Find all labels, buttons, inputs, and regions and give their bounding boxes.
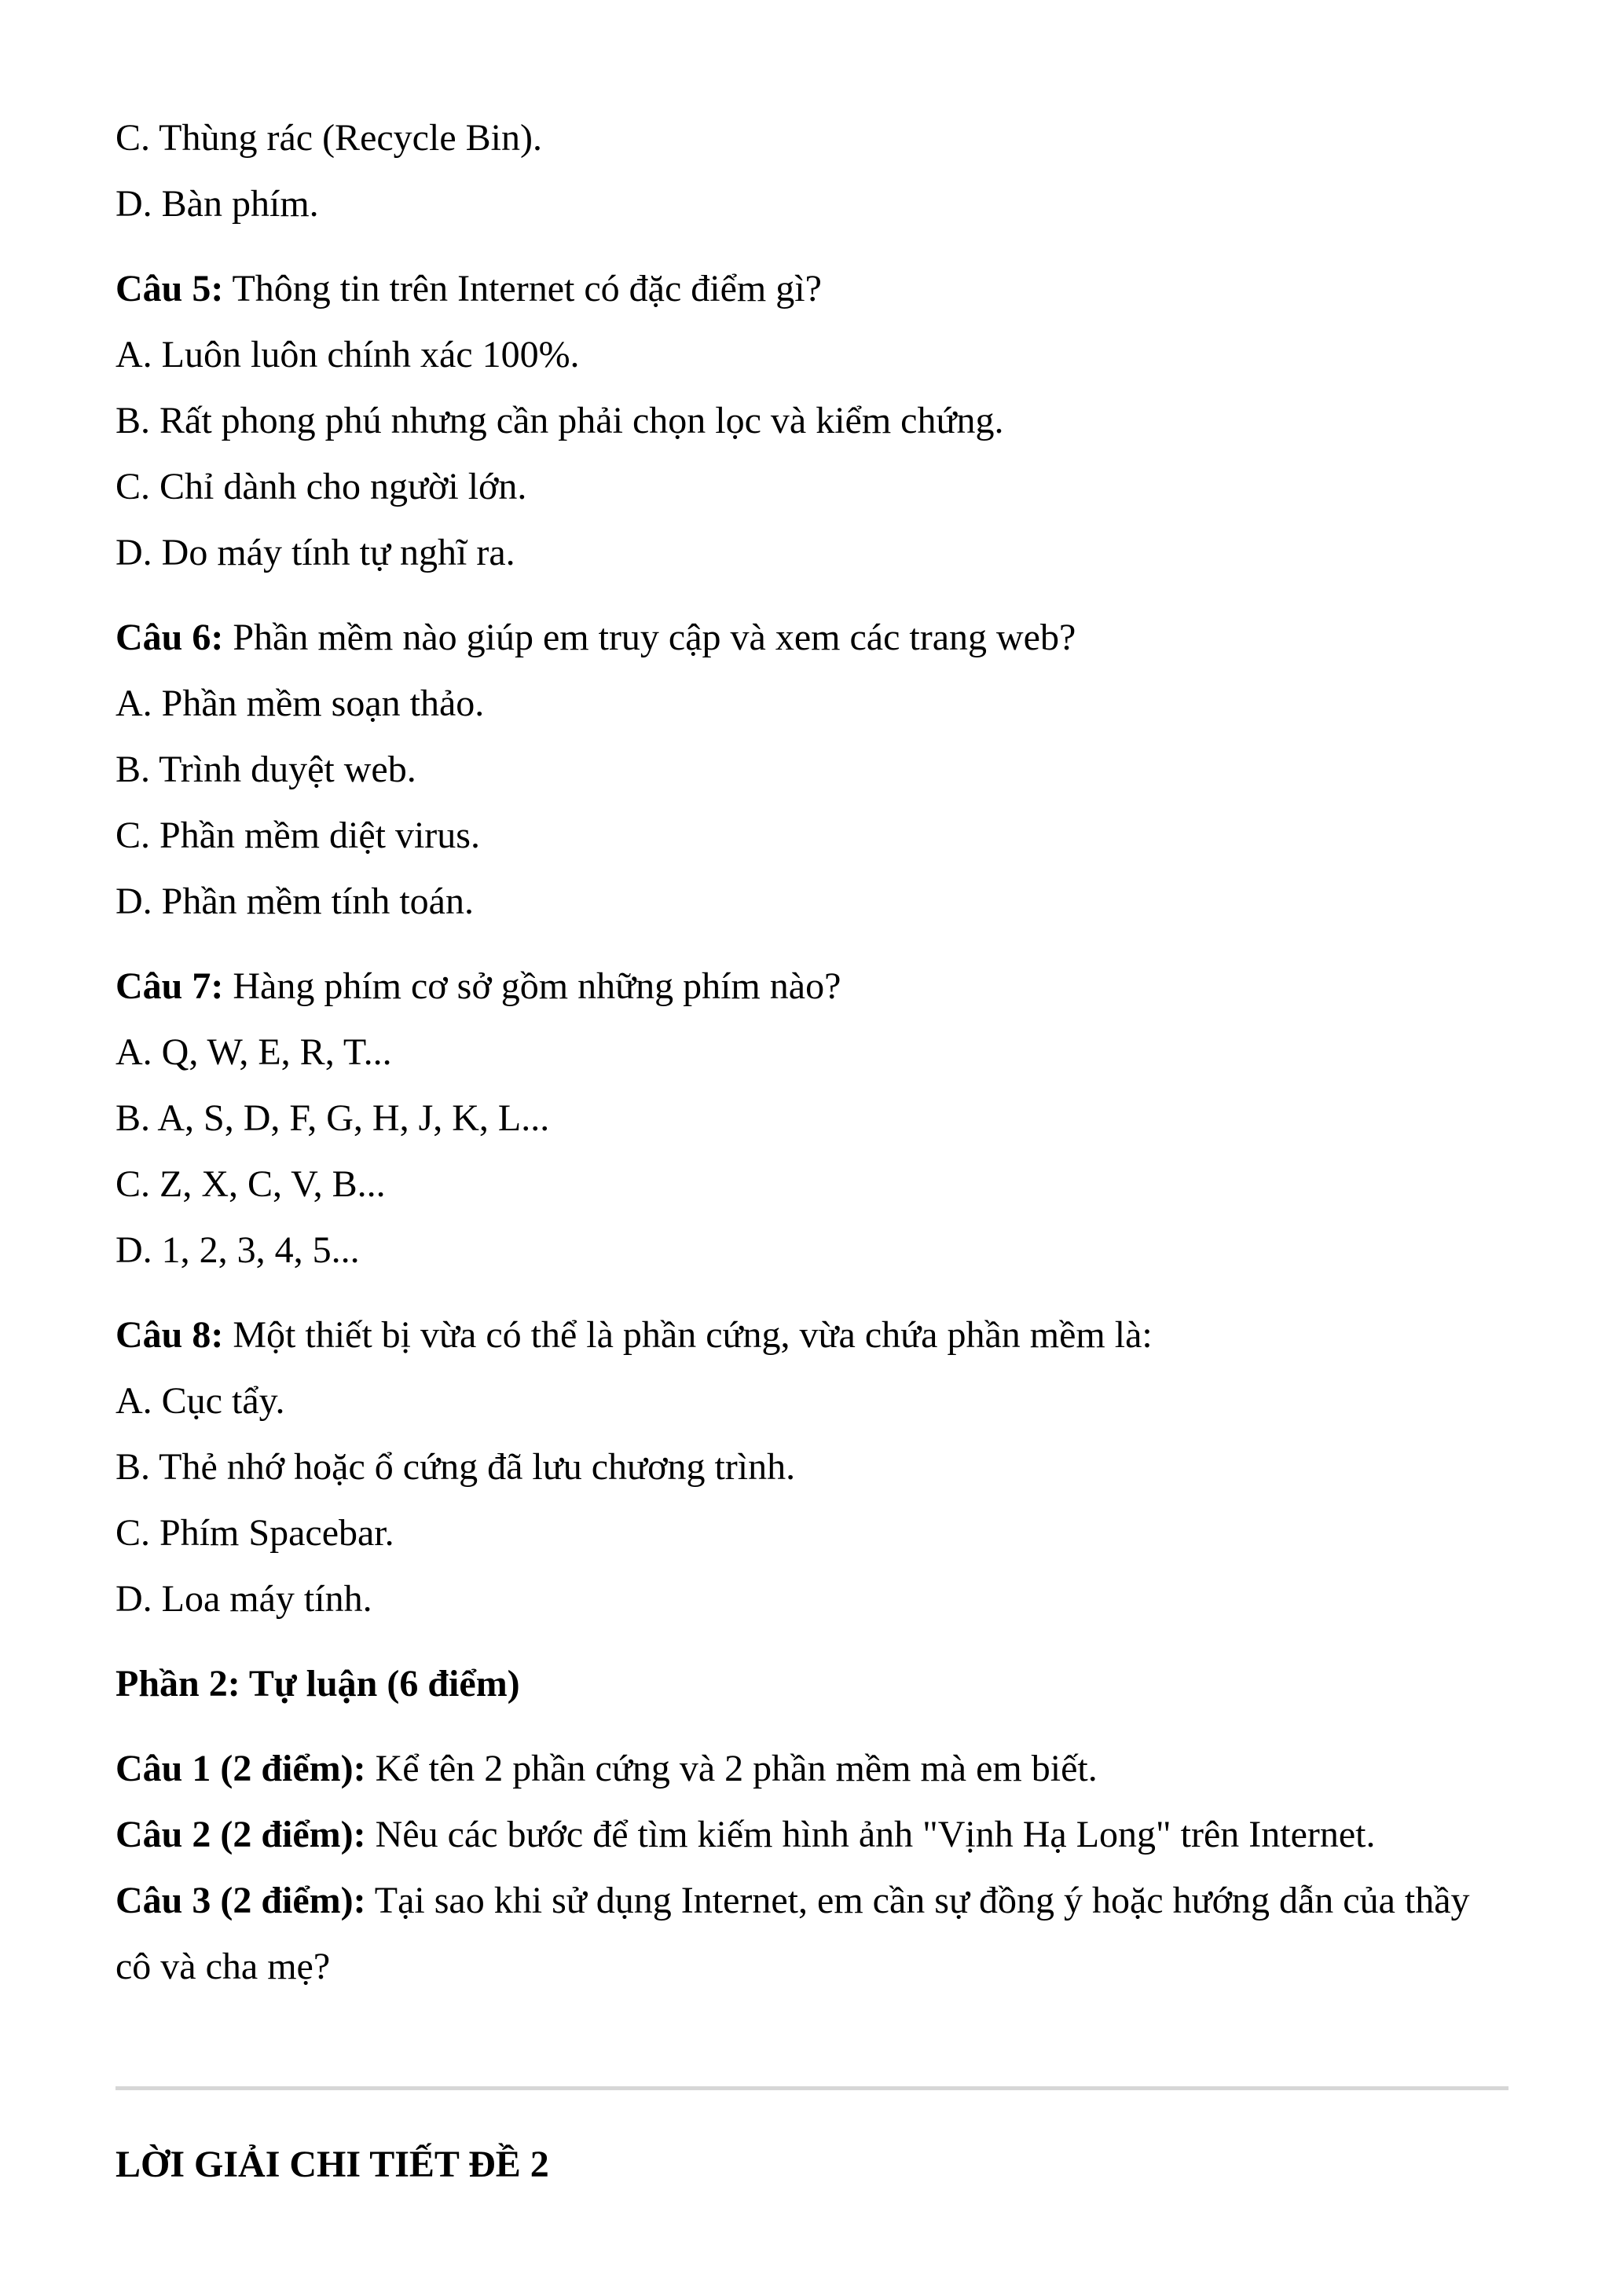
essay-item-cau2 [115,1802,1509,1868]
part2-section-heading: Phần 2: Tự luận (6 điểm) [115,1663,520,1705]
question-heading-cau6 [115,605,1509,671]
option-text: B. Thẻ nhớ hoặc ổ cứng đã lưu chương trình. [115,1446,796,1488]
answer-option-line [115,1566,1509,1632]
option-text: B. Rất phong phú nhưng cần phải chọn lọc và kiểm chứng. [115,400,1004,441]
carryover-option-line [115,105,1509,171]
option-text: D. 1, 2, 3, 4, 5... [115,1229,360,1271]
option-text: D. Do máy tính tự nghĩ ra. [115,532,515,573]
question-text: Thông tin trên Internet có đặc điểm gì? [232,268,822,309]
option-text: B. Trình duyệt web. [115,749,416,790]
option-text: B. A, S, D, F, G, H, J, K, L... [115,1097,550,1139]
option-text: C. Z, X, C, V, B... [115,1163,386,1205]
answer-option-line [115,1086,1509,1152]
essay-text: Nêu các bước để tìm kiếm hình ảnh "Vịnh Hạ Long" trên Internet. [375,1814,1376,1855]
essay-item-cau3 [115,1868,1509,2000]
answer-option-line [115,737,1509,803]
question-label: Câu 5: [115,268,224,309]
answer-option-line [115,1218,1509,1283]
answer-option-line [115,803,1509,869]
answer-option-line [115,1368,1509,1434]
question-text: Một thiết bị vừa có thể là phần cứng, vừa chứa phần mềm là: [233,1314,1153,1356]
option-text: C. Phần mềm diệt virus. [115,815,480,856]
option-text: C. Chỉ dành cho người lớn. [115,466,527,507]
essay-text: Kể tên 2 phần cứng và 2 phần mềm mà em biết. [375,1748,1098,1789]
answer-option-line [115,520,1509,586]
answer-option-line [115,1500,1509,1566]
answer-option-line [115,869,1509,935]
answer-option-line [115,671,1509,737]
essay-label: Câu 3 (2 điểm): [115,1880,366,1921]
question-label: Câu 8: [115,1314,224,1356]
answer-option-line [115,1152,1509,1218]
option-text: D. Loa máy tính. [115,1578,372,1620]
answer-option-line [115,454,1509,520]
option-text: D. Phần mềm tính toán. [115,881,474,922]
option-text: A. Luôn luôn chính xác 100%. [115,334,580,375]
answer-option-line [115,388,1509,454]
question-text: Hàng phím cơ sở gồm những phím nào? [233,965,841,1007]
essay-text: Tại sao khi sử dụng Internet, em cần sự đồng ý hoặc hướng dẫn của thầy cô và cha mẹ? [115,1880,1470,1987]
option-text: A. Cục tẩy. [115,1380,285,1422]
answer-option-line [115,1434,1509,1500]
question-heading-cau8 [115,1302,1509,1368]
essay-label: Câu 2 (2 điểm): [115,1814,366,1855]
question-text: Phần mềm nào giúp em truy cập và xem các trang web? [233,617,1076,658]
answer-option-line [115,322,1509,388]
option-text: A. Phần mềm soạn thảo. [115,683,485,724]
answer-option-line [115,1020,1509,1086]
option-text: C. Thùng rác (Recycle Bin). [115,117,542,159]
essay-item-cau1 [115,1736,1509,1802]
option-text: A. Q, W, E, R, T... [115,1031,392,1073]
solution-heading: LỜI GIẢI CHI TIẾT ĐỀ 2 [115,2144,549,2185]
question-label: Câu 6: [115,617,224,658]
option-text: C. Phím Spacebar. [115,1512,394,1554]
carryover-option-line [115,171,1509,237]
option-text: D. Bàn phím. [115,183,319,225]
question-label: Câu 7: [115,965,224,1007]
section-divider [115,2086,1509,2090]
question-heading-cau5 [115,256,1509,322]
question-heading-cau7 [115,954,1509,1020]
essay-label: Câu 1 (2 điểm): [115,1748,366,1789]
